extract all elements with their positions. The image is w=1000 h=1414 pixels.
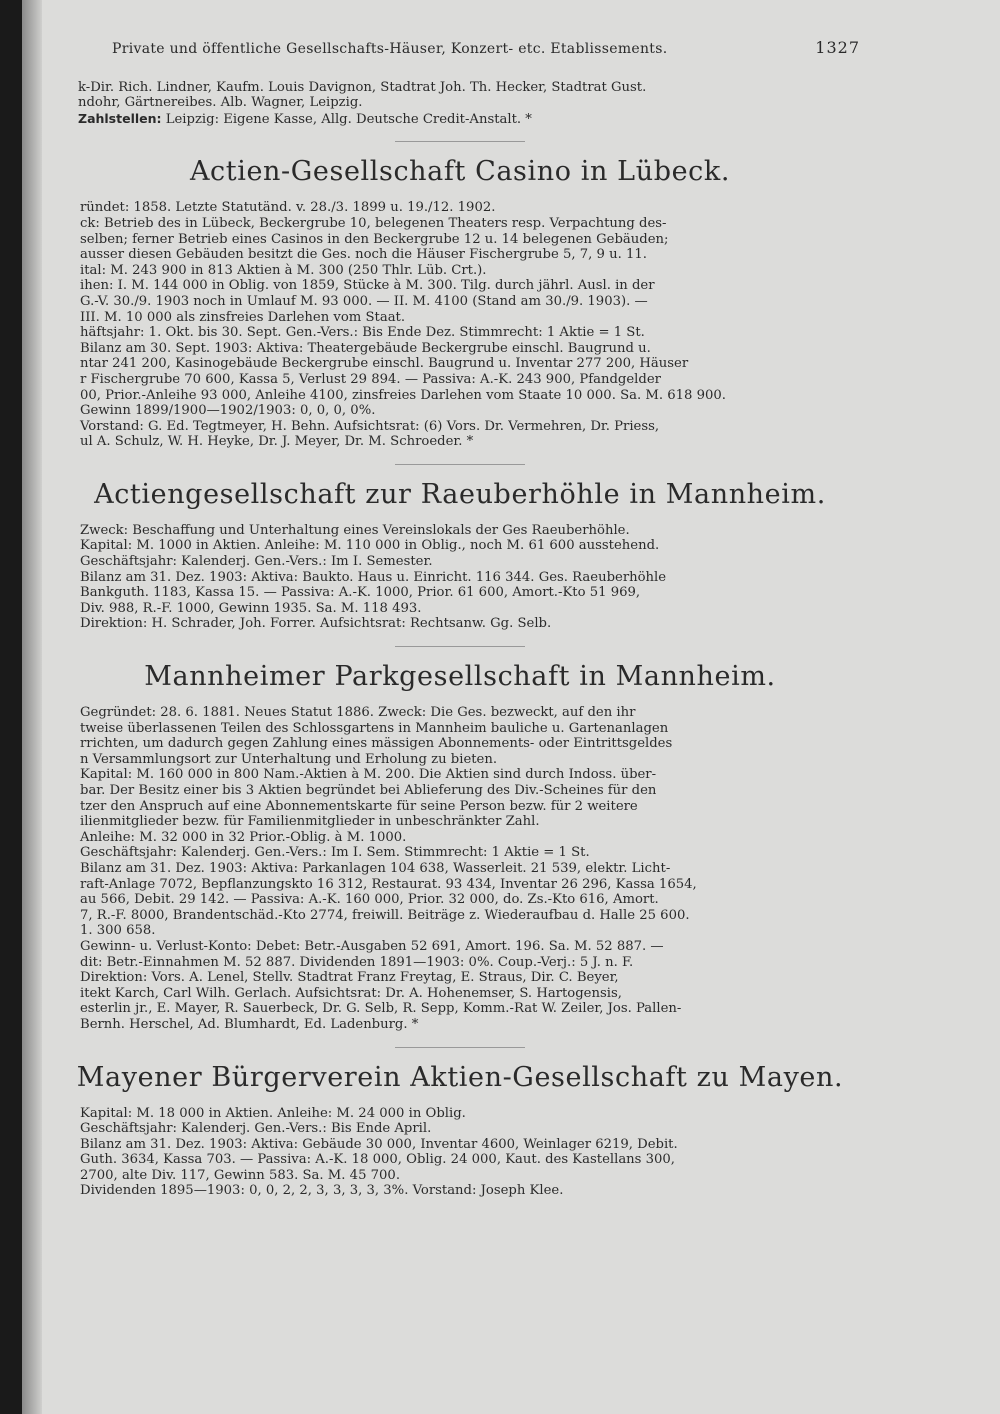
section-title: Mannheimer Parkgesellschaft in Mannheim. — [144, 661, 776, 693]
section-body — [60, 1106, 860, 1200]
text-line: rrichten, um dadurch gegen Zahlung eines mässigen Abonnements- oder Eintrittsgeldes — [80, 736, 673, 752]
text-line: au 566, Debit. 29 142. — Passiva: A.-K. 160 000, Prior. 32 000, do. Zs.-Kto 616, Amort. — [80, 892, 659, 908]
section-title: Actiengesellschaft zur Raeuberhöhle in Mannheim. — [94, 478, 826, 510]
previous-entry-fragment — [60, 80, 860, 128]
text-line: Geschäftsjahr: Kalenderj. Gen.-Vers.: Bis Ende April. — [80, 1121, 432, 1137]
text-line: Bernh. Herschel, Ad. Blumhardt, Ed. Ladenburg. * — [80, 1016, 419, 1032]
text-line: Div. 988, R.-F. 1000, Gewinn 1935. Sa. M. 118 493. — [80, 600, 422, 616]
text-line: Direktion: Vors. A. Lenel, Stellv. Stadtrat Franz Freytag, E. Straus, Dir. C. Beyer, — [80, 970, 619, 986]
header-title: Private und öffentliche Gesellschafts-Häuser, Konzert- etc. Etablissements. — [112, 41, 668, 57]
text-line: Bilanz am 31. Dez. 1903: Aktiva: Parkanlagen 104 638, Wasserleit. 21 539, elektr. Licht- — [80, 860, 671, 876]
field-value: Leipzig: Eigene Kasse, Allg. Deutsche Credit-Anstalt. * — [165, 111, 532, 127]
section-title: Mayener Bürgerverein Aktien-Gesellschaft zu Mayen. — [76, 1061, 844, 1093]
section-casino-luebeck — [60, 156, 860, 450]
text-line: Gegründet: 28. 6. 1881. Neues Statut 1886. Zweck: Die Ges. bezweckt, auf den ihr — [80, 705, 636, 721]
text-line: Direktion: H. Schrader, Joh. Forrer. Aufsichtsrat: Rechtsanw. Gg. Selb. — [80, 616, 552, 632]
text-line: Kapital: M. 160 000 in 800 Nam.-Aktien à M. 200. Die Aktien sind durch Indoss. über- — [80, 767, 657, 783]
text-line: k-Dir. Rich. Lindner, Kaufm. Louis Davignon, Stadtrat Joh. Th. Hecker, Stadtrat Gust. — [78, 79, 647, 95]
section-body — [60, 200, 860, 450]
section-divider — [395, 1047, 525, 1048]
section-raeuberhoehle-mannheim — [60, 479, 860, 632]
text-line: Gewinn- u. Verlust-Konto: Debet: Betr.-Ausgaben 52 691, Amort. 196. Sa. M. 52 887. — — [80, 938, 664, 954]
section-body — [60, 705, 860, 1032]
text-line: Vorstand: G. Ed. Tegtmeyer, H. Behn. Aufsichtsrat: (6) Vors. Dr. Vermehren, Dr. Priess, — [80, 418, 660, 434]
text-line: dit: Betr.-Einnahmen M. 52 887. Dividenden 1891—1903: 0%. Coup.-Verj.: 5 J. n. F. — [80, 954, 634, 970]
text-line: tzer den Anspruch auf eine Abonnementskarte für seine Person bezw. für 2 weitere — [80, 798, 638, 814]
text-line: Geschäftsjahr: Kalenderj. Gen.-Vers.: Im I. Semester. — [80, 554, 433, 570]
text-line: G.-V. 30./9. 1903 noch in Umlauf M. 93 000. — II. M. 4100 (Stand am 30./9. 1903). — — [80, 293, 648, 309]
text-line: Gewinn 1899/1900—1902/1903: 0, 0, 0, 0%. — [80, 403, 376, 419]
section-divider — [395, 646, 525, 647]
text-line: r Fischergrube 70 600, Kassa 5, Verlust 29 894. — Passiva: A.-K. 243 900, Pfandgelder — [80, 371, 661, 387]
running-header — [60, 40, 860, 58]
section-buergerverein-mayen — [60, 1062, 860, 1200]
text-line: Anleihe: M. 32 000 in 32 Prior.-Oblig. à M. 1000. — [80, 829, 407, 845]
text-line: Bilanz am 30. Sept. 1903: Aktiva: Theatergebäude Beckergrube einschl. Baugrund u. — [80, 340, 651, 356]
text-line: Bilanz am 31. Dez. 1903: Aktiva: Gebäude 30 000, Inventar 4600, Weinlager 6219, Debit. — [80, 1136, 678, 1152]
text-line: 7, R.-F. 8000, Brandentschäd.-Kto 2774, freiwill. Beiträge z. Wiederaufbau d. Halle 25 600. — [80, 907, 690, 923]
text-line: ilienmitglieder bezw. für Familienmitglieder in unbeschränkter Zahl. — [80, 814, 540, 830]
text-line: ital: M. 243 900 in 813 Aktien à M. 300 (250 Thlr. Lüb. Crt.). — [80, 262, 487, 278]
text-line: Dividenden 1895—1903: 0, 0, 2, 2, 3, 3, 3, 3, 3%. Vorstand: Joseph Klee. — [80, 1183, 564, 1199]
page-content — [60, 40, 860, 1199]
text-line: 1. 300 658. — [80, 923, 156, 939]
text-line: ihen: I. M. 144 000 in Oblig. von 1859, Stücke à M. 300. Tilg. durch jährl. Ausl. in der — [80, 278, 655, 294]
text-line: ntar 241 200, Kasinogebäude Beckergrube einschl. Baugrund u. Inventar 277 200, Häuser — [80, 356, 689, 372]
text-line: Zweck: Beschaffung und Unterhaltung eines Vereinslokals der Ges Raeuberhöhle. — [80, 522, 630, 538]
text-line: ck: Betrieb des in Lübeck, Beckergrube 10, belegenen Theaters resp. Verpachtung des- — [80, 215, 667, 231]
text-line: itekt Karch, Carl Wilh. Gerlach. Aufsichtsrat: Dr. A. Hohenemser, S. Hartogensis, — [80, 985, 622, 1001]
text-line: Kapital: M. 1000 in Aktien. Anleihe: M. 110 000 in Oblig., noch M. 61 600 ausstehend. — [80, 538, 660, 554]
text-line: 00, Prior.-Anleihe 93 000, Anleihe 4100, zinsfreies Darlehen vom Staate 10 000. Sa. M. 618 900. — [80, 387, 726, 403]
text-line: esterlin jr., E. Mayer, R. Sauerbeck, Dr. G. Selb, R. Sepp, Komm.-Rat W. Zeiler, Jos. Pallen- — [80, 1001, 682, 1017]
text-line: ausser diesen Gebäuden besitzt die Ges. noch die Häuser Fischergrube 5, 7, 9 u. 11. — [80, 247, 647, 263]
text-line: Bilanz am 31. Dez. 1903: Aktiva: Baukto. Haus u. Einricht. 116 344. Ges. Raeuberhöhle — [80, 569, 667, 585]
text-line: ul A. Schulz, W. H. Heyke, Dr. J. Meyer, Dr. M. Schroeder. * — [80, 434, 474, 450]
section-title: Actien-Gesellschaft Casino in Lübeck. — [189, 156, 731, 188]
text-line: häftsjahr: 1. Okt. bis 30. Sept. Gen.-Vers.: Bis Ende Dez. Stimmrecht: 1 Aktie = 1 St. — [80, 325, 645, 341]
text-line: selben; ferner Betrieb eines Casinos in den Beckergrube 12 u. 14 belegenen Gebäuden; — [80, 231, 669, 247]
text-line: bar. Der Besitz einer bis 3 Aktien begründet bei Ablieferung des Div.-Scheines für den — [80, 783, 657, 798]
text-line: 2700, alte Div. 117, Gewinn 583. Sa. M. 45 700. — [80, 1167, 401, 1183]
text-line: Guth. 3634, Kassa 703. — Passiva: A.-K. 18 000, Oblig. 24 000, Kaut. des Kastellans 300, — [80, 1152, 676, 1168]
text-line: tweise überlassenen Teilen des Schlossgartens in Mannheim bauliche u. Gartenanlagen — [80, 720, 669, 736]
text-line: raft-Anlage 7072, Bepflanzungskto 16 312, Restaurat. 93 434, Inventar 26 296, Kassa 1654, — [80, 876, 697, 892]
page-gutter — [22, 0, 42, 1414]
text-line: III. M. 10 000 als zinsfreies Darlehen vom Staat. — [80, 309, 406, 325]
field-label: Zahlstellen: — [78, 110, 162, 126]
book-binding-shadow — [0, 0, 22, 1414]
text-line: Kapital: M. 18 000 in Aktien. Anleihe: M. 24 000 in Oblig. — [80, 1105, 466, 1121]
section-body — [60, 523, 860, 632]
text-line: ründet: 1858. Letzte Statutänd. v. 28./3. 1899 u. 19./12. 1902. — [80, 200, 496, 216]
text-line: ndohr, Gärtnereibes. Alb. Wagner, Leipzig. — [78, 95, 363, 111]
section-divider — [395, 141, 525, 142]
page-number: 1327 — [815, 38, 860, 57]
text-line — [78, 111, 860, 128]
section-parkgesellschaft-mannheim — [60, 661, 860, 1032]
section-divider — [395, 464, 525, 465]
text-line: Bankguth. 1183, Kassa 15. — Passiva: A.-K. 1000, Prior. 61 600, Amort.-Kto 51 969, — [80, 585, 641, 601]
text-line: n Versammlungsort zur Unterhaltung und Erholung zu bieten. — [80, 751, 498, 767]
text-line: Geschäftsjahr: Kalenderj. Gen.-Vers.: Im I. Sem. Stimmrecht: 1 Aktie = 1 St. — [80, 845, 590, 861]
